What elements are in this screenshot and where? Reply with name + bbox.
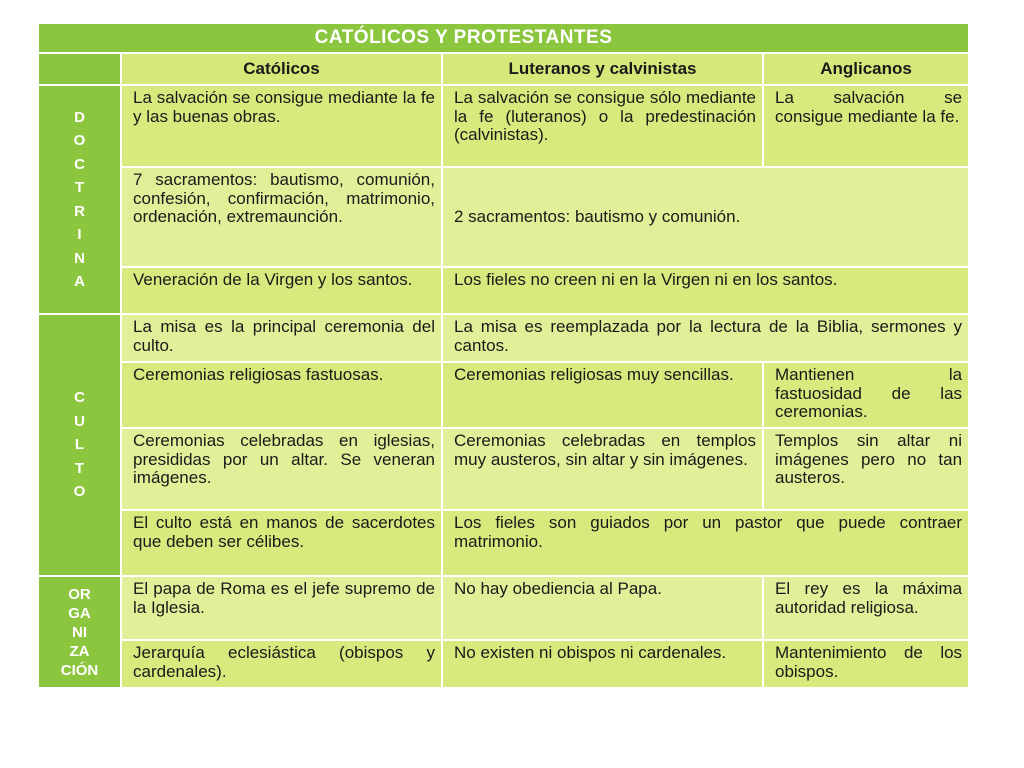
cell-jerarquia-anglicanos: Mantenimiento de los obispos. [763,640,968,687]
cell-salvacion-catolicos: La salvación se consigue mediante la fe y las buenas obras. [121,85,442,167]
section-letter: A [74,273,85,290]
header-corner [39,53,121,85]
cell-ceremonias-luteranos: Ceremonias religiosas muy sencillas. [442,362,763,428]
section-label-doctrina [39,85,121,314]
cell-sacramentos-catolicos: 7 sacramentos: bautismo, comunión, confesión, confirmación, matrimonio, ordenación, extremaunción. [121,167,442,267]
section-letter: U [74,412,85,430]
cell-jerarquia-catolicos: Jerarquía eclesiástica (obispos y cardenales). [121,640,442,687]
section-letter: L [74,436,85,454]
section-letter: R [74,202,85,220]
cell-jerarquia-luteranos: No existen ni obispos ni cardenales. [442,640,763,687]
cell-misa-protestantes: La misa es reemplazada por la lectura de la Biblia, sermones y cantos. [442,314,968,362]
table-title-text: CATÓLICOS Y PROTESTANTES [314,27,613,48]
cell-papa-anglicanos: El rey es la máxima autoridad religiosa. [763,576,968,640]
section-letter: T [74,459,85,477]
column-header-anglicanos: Anglicanos [763,53,968,85]
cell-misa-catolicos: La misa es la principal ceremonia del culto. [121,314,442,362]
section-syllable: GA [68,604,91,622]
table-title [39,24,968,53]
cell-templos-catolicos: Ceremonias celebradas en iglesias, presididas por un altar. Se veneran imágenes. [121,428,442,510]
comparison-table-sheet [39,24,968,696]
cell-salvacion-anglicanos: La salvación se consigue mediante la fe. [763,85,968,167]
section-label-organizacion [39,576,121,687]
column-header-catolicos: Católicos [121,53,442,85]
section-syllable: ZA [69,642,90,660]
section-letter: O [73,483,86,501]
cell-papa-luteranos: No hay obediencia al Papa. [442,576,763,640]
section-letter: T [74,179,85,196]
column-header-luteranos: Luteranos y calvinistas [442,53,763,85]
cell-sacerdotes-catolicos: El culto está en manos de sacerdotes que deben ser célibes. [121,510,442,576]
section-letter: C [74,155,85,173]
cell-ceremonias-anglicanos: Mantienen la fastuosidad de las ceremonias. [763,362,968,428]
cell-salvacion-luteranos: La salvación se consigue sólo mediante la fe (luteranos) o la predestinación (calvinistas). [442,85,763,167]
cell-virgen-protestantes: Los fieles no creen ni en la Virgen ni en los santos. [442,267,968,314]
cell-sacramentos-protestantes: 2 sacramentos: bautismo y comunión. [442,167,968,267]
section-syllable: NI [72,623,87,641]
section-letter: N [74,249,85,267]
cell-templos-luteranos: Ceremonias celebradas en templos muy austeros, sin altar y sin imágenes. [442,428,763,510]
comparison-table [39,24,968,687]
cell-virgen-catolicos: Veneración de la Virgen y los santos. [121,267,442,314]
section-letter: O [73,132,86,149]
section-label-culto [39,314,121,576]
cell-ceremonias-catolicos: Ceremonias religiosas fastuosas. [121,362,442,428]
section-letter: D [74,108,85,126]
cell-sacerdotes-protestantes: Los fieles son guiados por un pastor que puede contraer matrimonio. [442,510,968,576]
section-syllable: OR [68,585,91,603]
section-syllable: CIÓN [60,661,99,679]
cell-papa-catolicos: El papa de Roma es el jefe supremo de la Iglesia. [121,576,442,640]
section-letter: C [74,389,85,407]
section-letter: I [77,226,82,243]
cell-templos-anglicanos: Templos sin altar ni imágenes pero no tan austeros. [763,428,968,510]
